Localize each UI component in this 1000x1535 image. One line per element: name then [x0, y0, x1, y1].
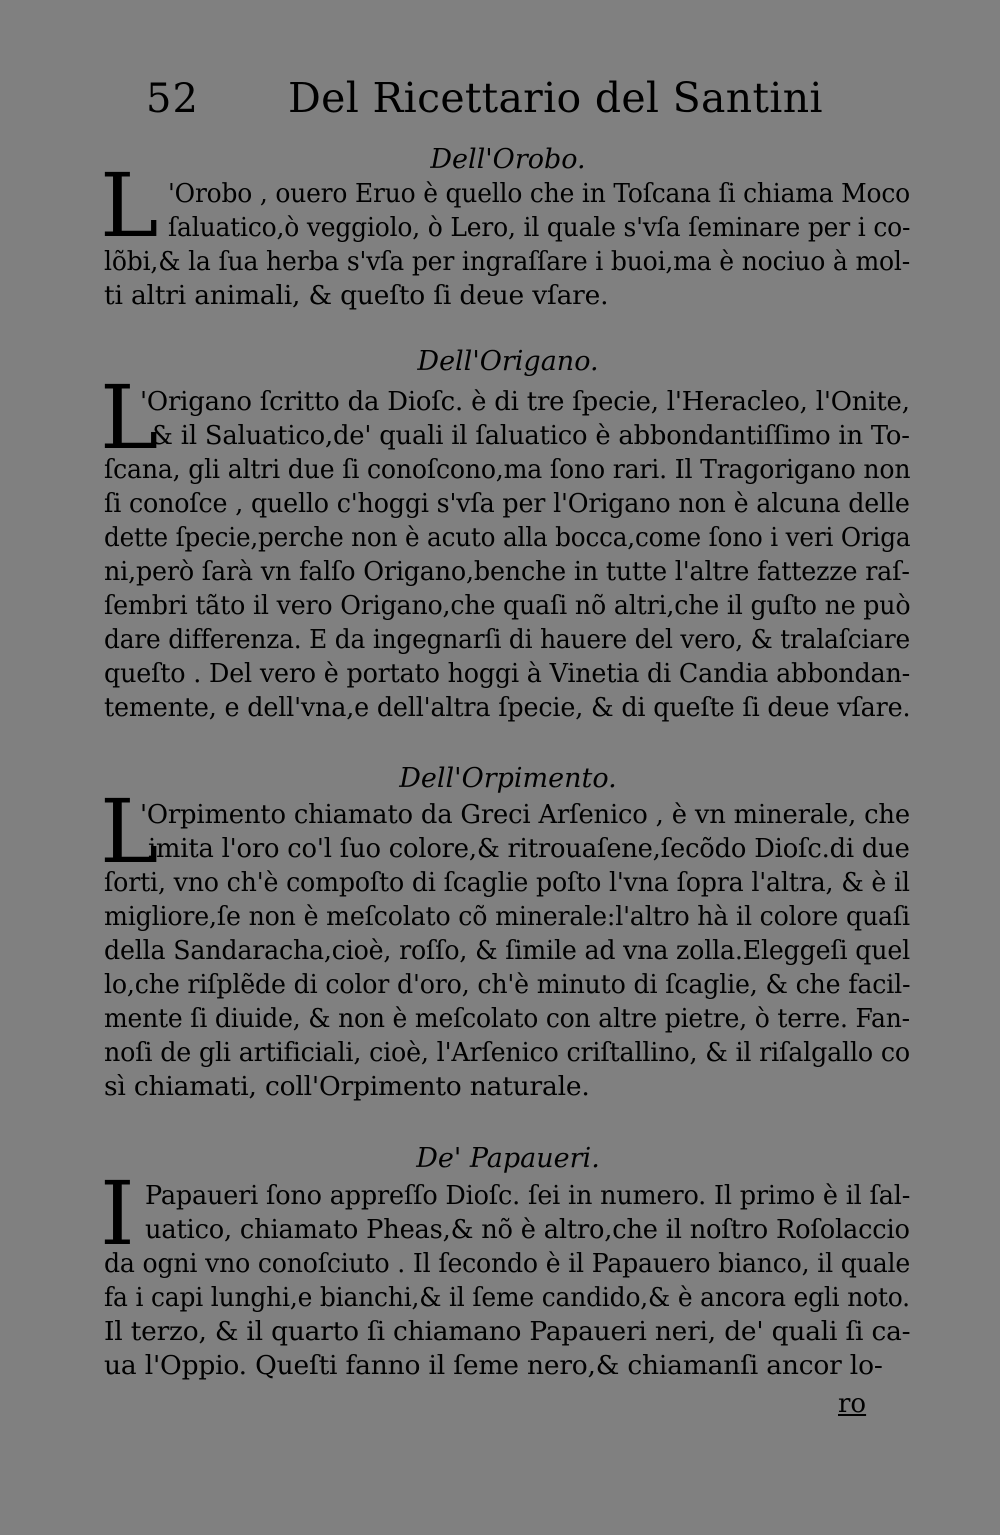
section-heading: Dell'Origano.: [417, 346, 599, 377]
text-line: ſorti, vno ch'è compoſto di ſcaglie poſto l'vna ſopra l'altra, & è il: [104, 867, 910, 898]
text-line: sì chiamati, coll'Orpimento naturale.: [104, 1071, 590, 1102]
section-heading: Dell'Orpimento.: [399, 763, 617, 794]
drop-cap: L: [100, 366, 159, 469]
text-line: imita l'oro co'l ſuo colore,& ritrouaſene,ſecõdo Dioſc.di due: [148, 833, 910, 864]
text-line: ti altri animali, & queſto ſi deue vſare.: [104, 280, 609, 311]
text-line: ſembri tãto il vero Origano,che quaſi nõ altri,che il guſto ne può: [104, 590, 911, 621]
text-line: lo,che riſplẽde di color d'oro, ch'è minuto di ſcaglie, & che facil-: [104, 969, 911, 1000]
page-number: 52: [146, 76, 199, 122]
section-heading: De' Papaueri.: [416, 1143, 600, 1174]
text-line: fa i capi lunghi,e bianchi,& il ſeme candido,& è ancora egli noto.: [104, 1282, 910, 1313]
text-line: ſi conoſce , quello c'hoggi s'vſa per l'Origano non è alcuna delle: [104, 488, 910, 519]
text-line: noſi de gli artificiali, cioè, l'Arſenico criſtallino, & il riſalgallo co: [104, 1037, 910, 1068]
text-line: mente ſi diuide, & non è meſcolato con altre pietre, ò terre. Fan-: [104, 1003, 910, 1034]
text-line: 'Orpimento chiamato da Greci Arſenico , è vn minerale, che: [140, 799, 910, 830]
text-line: ni,però ſarà vn falſo Origano,benche in tutte l'altre fattezze raſ-: [104, 556, 910, 587]
text-line: 'Origano ſcritto da Dioſc. è di tre ſpecie, l'Heracleo, l'Onite,: [140, 386, 910, 417]
text-line: & il Saluatico,de' quali il ſaluatico è abbondantiſſimo in To-: [150, 420, 910, 451]
text-line: migliore,ſe non è meſcolato cõ minerale:l'altro hà il colore quaſi: [104, 901, 910, 932]
text-line: dette ſpecie,perche non è acuto alla bocca,come ſono i veri Origa: [104, 522, 911, 553]
text-line: della Sandaracha,cioè, roſſo, & ſimile ad vna zolla.Eleggeſi quel: [104, 935, 911, 966]
text-line: ſcana, gli altri due ſi conoſcono,ma ſono rari. Il Tragorigano non: [104, 454, 911, 485]
drop-cap: I: [100, 1162, 135, 1265]
text-line: ua l'Oppio. Queſti fanno il ſeme nero,& chiamanſi ancor lo-: [104, 1350, 883, 1381]
text-line: Il terzo, & il quarto ſi chiamano Papaueri neri, de' quali ſi ca-: [104, 1316, 911, 1347]
text-line: 'Orobo , ouero Eruo è quello che in Toſcana ſi chiama Moco: [168, 178, 910, 209]
text-line: queſto . Del vero è portato hoggi à Vinetia di Candia abbondan-: [104, 658, 911, 689]
text-line: uatico, chiamato Pheas,& nõ è altro,che il noſtro Roſolaccio: [145, 1214, 910, 1245]
drop-cap: L: [100, 780, 159, 883]
text-line: ſaluatico,ò veggiolo, ò Lero, il quale s'vſa ſeminare per i co-: [168, 212, 911, 243]
text-line: temente, e dell'vna,e dell'altra ſpecie, & di queſte ſi deue vſare.: [104, 692, 911, 723]
page-header: [140, 70, 900, 130]
drop-cap: L: [100, 154, 159, 257]
catchword: ro: [838, 1389, 867, 1419]
running-title: Del Ricettario del Santini: [288, 74, 823, 122]
text-line: da ogni vno conoſciuto . Il ſecondo è il Papauero bianco, il quale: [104, 1248, 911, 1279]
text-line: Papaueri ſono appreſſo Dioſc. ſei in numero. Il primo è il ſal-: [145, 1180, 911, 1211]
text-line: lõbi,& la ſua herba s'vſa per ingraſſare i buoi,ma è nociuo à mol-: [104, 246, 911, 277]
text-line: dare differenza. E da ingegnarſi di hauere del vero, & tralaſciare: [104, 624, 911, 655]
section-heading: Dell'Orobo.: [430, 144, 586, 175]
